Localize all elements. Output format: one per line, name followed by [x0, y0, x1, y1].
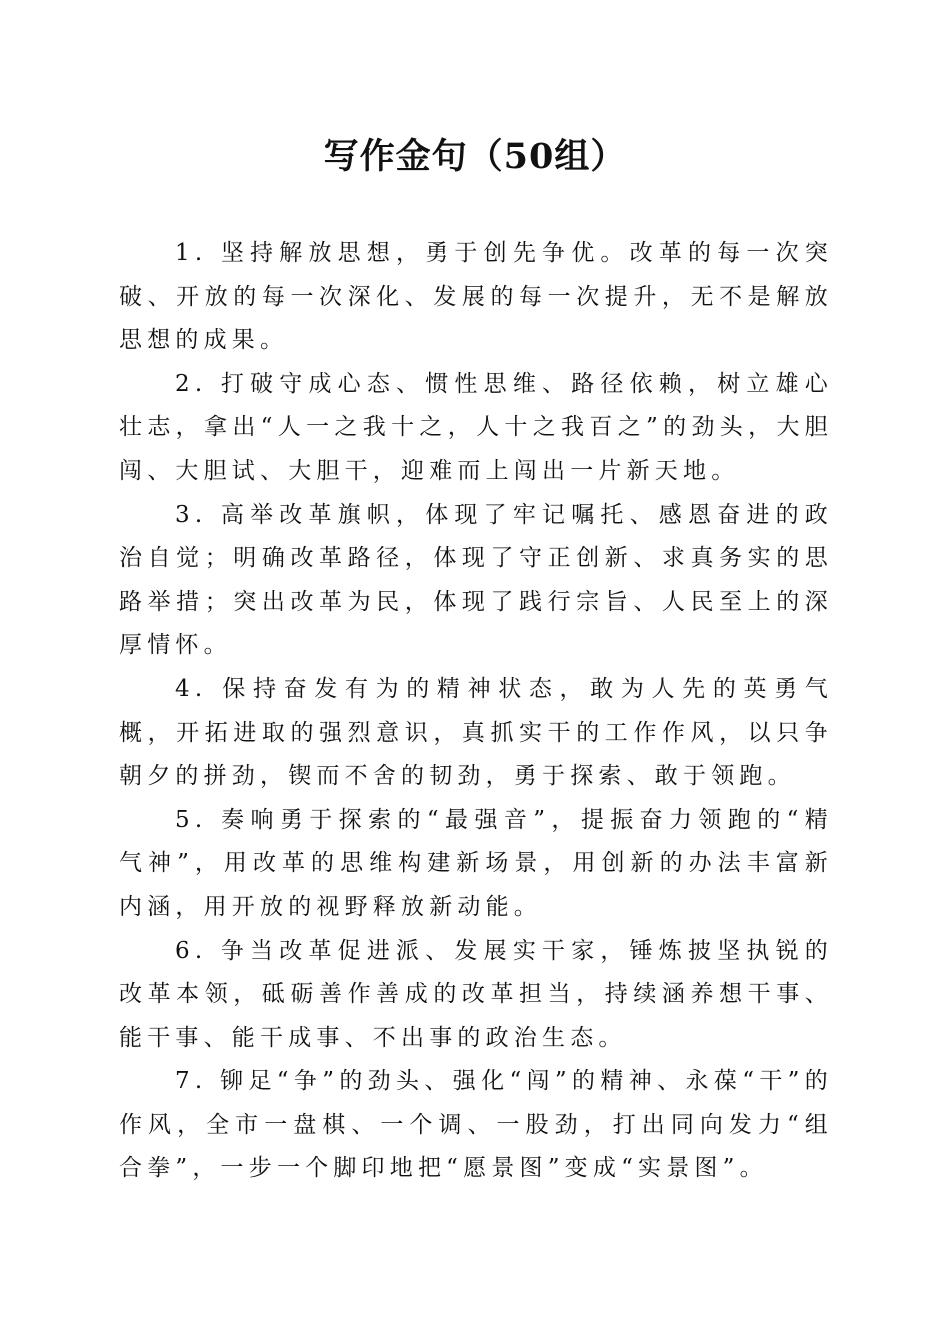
paragraph-2: 2. 打破守成心态、惯性思维、路径依赖，树立雄心壮志，拿出“人一之我十之，人十之我百之”的劲头，大胆闯、大胆试、大胆干，迎难而上闯出一片新天地。: [119, 370, 833, 484]
paragraph-1: 1. 坚持解放思想，勇于创先争优。改革的每一次突破、开放的每一次深化、发展的每一次提升，无不是解放思想的成果。: [119, 240, 833, 354]
paragraph-4: 4. 保持奋发有为的精神状态，敢为人先的英勇气概，开拓进取的强烈意识，真抓实干的工作作风，以只争朝夕的拼劲，锲而不舍的韧劲，勇于探索、敢于领跑。: [119, 675, 833, 790]
document-body: [119, 232, 833, 1191]
paragraph-3: 3. 高举改革旗帜，体现了牢记嘱托、感恩奋进的政治自觉；明确改革路径，体现了守正创新、求真务实的思路举措；突出改革为民，体现了践行宗旨、人民至上的深厚情怀。: [119, 501, 833, 659]
paragraph-6: 6. 争当改革促进派、发展实干家，锤炼披坚执锐的改革本领，砥砺善作善成的改革担当，持续涵养想干事、能干事、能干成事、不出事的政治生态。: [119, 937, 833, 1051]
paragraph-7: 7. 铆足“争”的劲头、强化“闯”的精神、永葆“干”的作风，全市一盘棋、一个调、一股劲，打出同向发力“组合拳”，一步一个脚印地把“愿景图”变成“实景图”。: [119, 1068, 833, 1182]
document-title: 写作金句（50组）: [323, 136, 627, 177]
paragraph-5: 5. 奏响勇于探索的“最强音”，提振奋力领跑的“精气神”，用改革的思维构建新场景，用创新的办法丰富新内涵，用开放的视野释放新动能。: [119, 806, 833, 920]
